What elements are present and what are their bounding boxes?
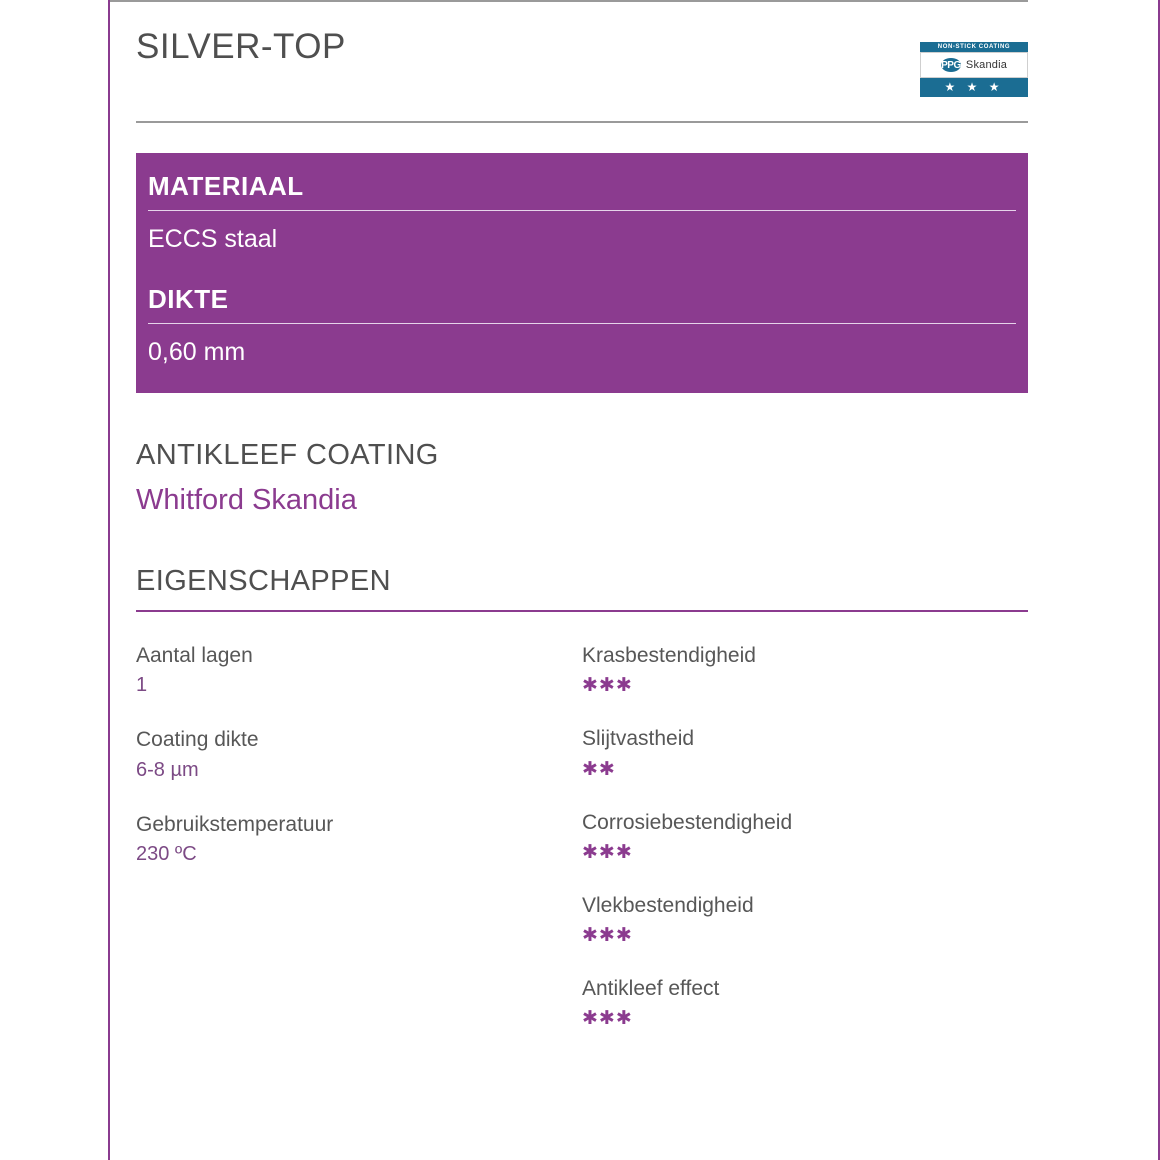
- property-rating: ✱✱✱: [582, 1008, 633, 1030]
- material-heading: MATERIAAL: [148, 171, 304, 201]
- properties-left-column: [136, 642, 582, 1058]
- property-item: [582, 975, 1028, 1030]
- property-item: [582, 892, 1028, 947]
- property-label: Vlekbestendigheid: [582, 893, 754, 917]
- property-label: Slijtvastheid: [582, 727, 695, 751]
- property-rating: ✱✱✱: [582, 841, 633, 863]
- property-item: [582, 809, 1028, 864]
- thickness-divider: [148, 323, 1016, 324]
- property-label: Coating dikte: [136, 728, 259, 752]
- document-content: [136, 0, 1028, 1058]
- title-divider: [136, 121, 1028, 123]
- specification-block: [136, 153, 1028, 393]
- thickness-heading: DIKTE: [148, 284, 229, 314]
- property-rating: ✱✱✱: [582, 925, 633, 947]
- property-rating: ✱✱✱: [582, 675, 633, 697]
- ppg-logo-icon: PPG: [941, 59, 961, 71]
- property-item: [136, 811, 582, 867]
- property-item: [136, 642, 582, 698]
- property-item: [582, 642, 1028, 697]
- logo-brand-name: Skandia: [965, 59, 1008, 71]
- property-value: 6-8 µm: [136, 758, 199, 781]
- material-value: ECCS staal: [148, 225, 278, 253]
- material-divider: [148, 210, 1016, 211]
- logo-tagline: NON-STICK COATING: [920, 42, 1028, 52]
- ppg-skandia-logo: [920, 42, 1028, 97]
- property-label: Gebruikstemperatuur: [136, 812, 334, 836]
- property-label: Antikleef effect: [582, 977, 720, 1001]
- properties-grid: [136, 642, 1028, 1058]
- page-title: SILVER-TOP: [136, 27, 346, 66]
- property-value: 230 ºC: [136, 842, 197, 865]
- properties-right-column: [582, 642, 1028, 1058]
- property-item: [582, 725, 1028, 780]
- logo-brand-row: [920, 52, 1028, 78]
- property-value: 1: [136, 674, 148, 697]
- property-rating: ✱✱: [582, 758, 616, 780]
- property-label: Corrosiebestendigheid: [582, 810, 793, 834]
- properties-heading: EIGENSCHAPPEN: [136, 565, 391, 597]
- spacer: [136, 393, 1028, 439]
- thickness-value: 0,60 mm: [148, 338, 246, 366]
- property-label: Krasbestendigheid: [582, 644, 756, 667]
- coating-name: Whitford Skandia: [136, 484, 357, 516]
- coating-heading: ANTIKLEEF COATING: [136, 439, 439, 471]
- logo-stars: ★ ★ ★: [920, 78, 1028, 97]
- property-label: Aantal lagen: [136, 644, 253, 667]
- property-item: [136, 726, 582, 782]
- title-row: [136, 0, 1028, 97]
- properties-divider: [136, 610, 1028, 612]
